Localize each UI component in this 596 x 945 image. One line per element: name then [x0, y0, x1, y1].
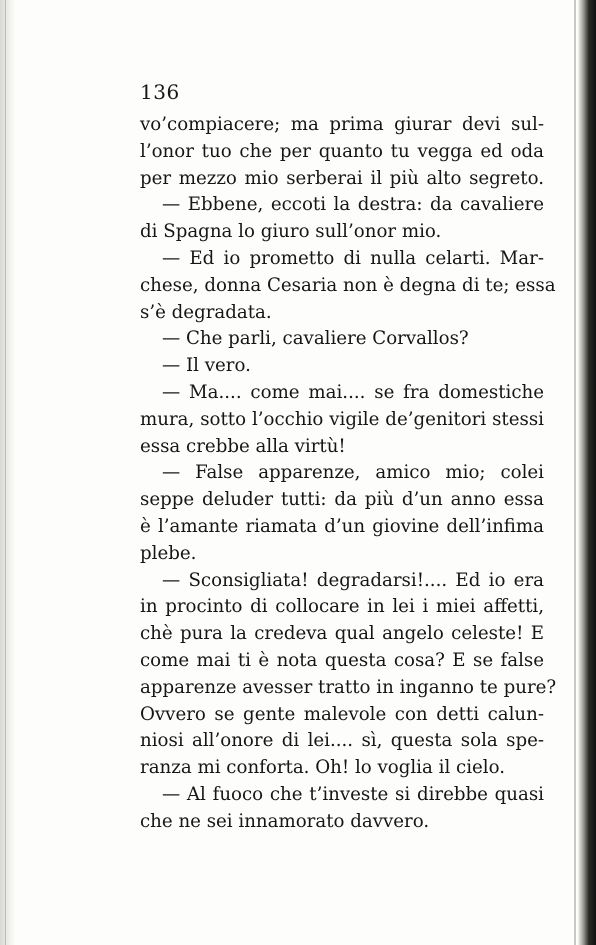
- text-line: è l’amante riamata d’un giovine dell’infima: [140, 515, 544, 537]
- text-line: — Il vero.: [162, 355, 251, 377]
- text-line: — Al fuoco che t’investe si direbbe quasi: [162, 783, 544, 805]
- text-line: s’è degradata.: [140, 301, 272, 323]
- page-number: 136: [140, 80, 180, 104]
- text-line: di Spagna lo giuro sull’onor mio.: [140, 221, 442, 243]
- left-edge-line: [5, 0, 6, 945]
- text-line: chese, donna Cesaria non è degna di te; essa: [140, 274, 556, 296]
- text-line: in procinto di collocare in lei i miei affetti,: [140, 596, 544, 618]
- text-line: — Sconsigliata! degradarsi!.... Ed io era: [162, 569, 544, 591]
- right-edge-line: [574, 0, 576, 945]
- text-line: essa crebbe alla virtù!: [140, 435, 346, 457]
- text-line: per mezzo mio serberai il più alto segreto.: [140, 167, 544, 189]
- body-text: [140, 112, 557, 836]
- text-line: che ne sei innamorato davvero.: [140, 810, 430, 832]
- text-line: seppe deluder tutti: da più d’un anno essa: [140, 489, 544, 511]
- text-line: plebe.: [140, 542, 197, 564]
- text-line: ranza mi conforta. Oh! lo voglia il cielo.: [140, 757, 506, 779]
- left-page-shadow: [0, 0, 16, 945]
- text-line: mura, sotto l’occhio vigile de’genitori stessi: [140, 408, 544, 430]
- text-line: niosi all’onore di lei.... sì, questa sola spe-: [140, 730, 544, 752]
- text-line: — False apparenze, amico mio; colei: [162, 462, 544, 484]
- text-line: — Che parli, cavaliere Corvallos?: [162, 328, 469, 350]
- text-line: come mai ti è nota questa cosa? E se false: [140, 649, 544, 671]
- text-line: chè pura la credeva qual angelo celeste! E: [140, 623, 544, 645]
- right-binding-edge: [578, 0, 596, 945]
- text-line: — Ed io prometto di nulla celarti. Mar-: [162, 247, 544, 269]
- text-line: vo’compiacere; ma prima giurar devi sul-: [140, 114, 544, 135]
- text-line: l’onor tuo che per quanto tu vegga ed oda: [140, 140, 544, 162]
- text-line: — Ma.... come mai.... se fra domestiche: [162, 381, 544, 403]
- text-line: apparenze avesser tratto in inganno te pure?: [140, 676, 557, 698]
- text-line: — Ebbene, eccoti la destra: da cavaliere: [162, 194, 544, 216]
- text-line: Ovvero se gente malevole con detti calun-: [140, 703, 544, 725]
